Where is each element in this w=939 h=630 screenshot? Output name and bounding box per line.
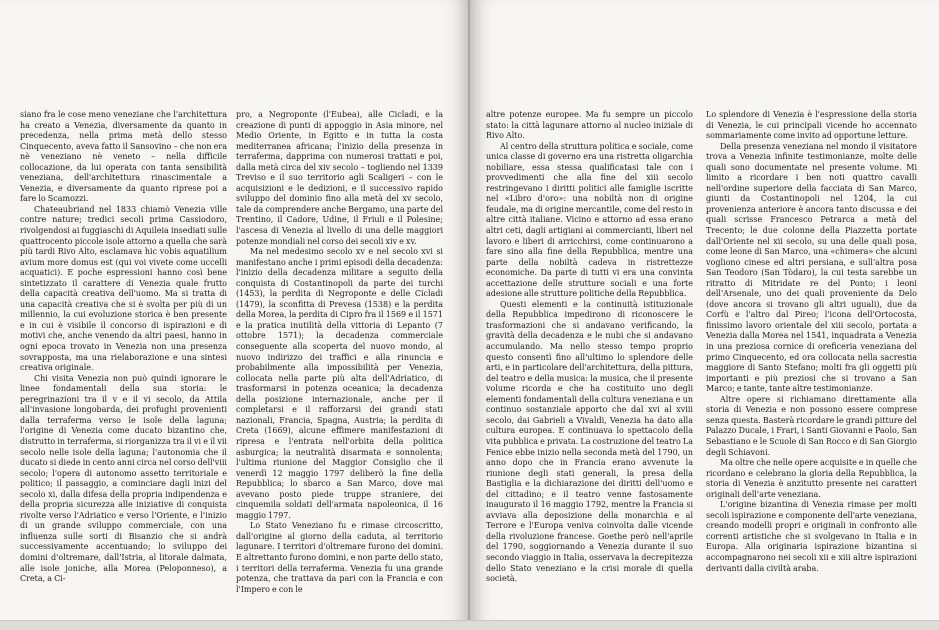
paragraph: Altre opere si richiamano direttamente alla storia di Venezia e non possono essere comprese senza questa. Basterà ricordare le grandi pitture del Palazzo Ducale, i Frari, i Santi Giovanni e Paolo, San Sebastiano e le Scuole di San Rocco e di San Giorgio degli Schiavoni. xyxy=(706,394,917,457)
paragraph: Questi elementi e la continuità istituzionale della Repubblica impedirono di riconoscere le trasformazioni che si andavano verificando, la gravità della decadenza e le nubi che si andavano accumulando. Ma nello stesso tempo proprio questo consentì fino all'ultimo lo splendore delle arti, e in particolare dell'architettura, della pittura, del teatro e della musica: la musica, che il presente volume ricorda e che ha costituito uno degli elementi fondamentali della cultura veneziana e un continuo sostanziale apporto che dal xvi al xviii secolo, dai Gabrieli a Vivaldi, Venezia ha dato alla cultura europea. E continuava lo spettacolo della vita pubblica e privata. La costruzione del teatro La Fenice ebbe inizio nella seconda metà del 1790, un anno dopo che in Francia erano avvenute la riunione degli stati generali, la presa della Bastiglia e la dichiarazione dei diritti dell'uomo e del cittadino; e il teatro venne fastosamente inaugurato il 16 maggio 1792, mentre la Francia si avviava alla deposizione della monarchia e al Terrore e l'Europa veniva coinvolta dalle vicende della rivoluzione francese. Goethe però nell'aprile del 1790, soggiornando a Venezia durante il suo secondo viaggio in Italia, osservava la decrepitezza dello Stato veneziano e la crisi morale di quella società. xyxy=(486,299,693,584)
paragraph: Lo Stato Veneziano fu e rimase circoscritto, dall'origine al giorno della caduta, al territorio lagunare. I territori d'oltremare furono dei domini. E altrettanto furono domini, e non parte dello stato, i territori della terraferma. Venezia fu una grande potenza, che trattava da pari con la Francia e con l'Impero e con le xyxy=(236,521,443,594)
text-column-1 xyxy=(20,110,227,585)
paragraph: Ma nel medesimo secolo xv e nel secolo xvi si manifestano anche i primi episodi della decadenza: l'inizio della decadenza militare a seguito della conquista di Costantinopoli da parte dei turchi (1453), la perdita di Negroponte e delle Cicladi (1479), la sconfitta di Prevesa (1538) e la perdita della Morea, la perdita di Cipro fra il 1569 e il 1571 e la pratica inutilità della vittoria di Lepanto (7 ottobre 1571); la decadenza commerciale conseguente alla scoperta del nuovo mondo, al nuovo indirizzo dei traffici e alla rinuncia e probabilmente alla impossibilità per Venezia, collocata nella parte più alta dell'Adriatico, di trasformarsi in potenza oceanica; la decadenza della posizione internazionale, anche per il completarsi e il rafforzarsi dei grandi stati nazionali, Francia, Spagna, Austria; la perdita di Creta (1669), alcune effimere manifestazioni di ripresa e l'entrata nell'orbita della politica asburgica; la neutralità disarmata e sonnolenta; l'ultima riunione del Maggior Consiglio che il venerdì 12 maggio 1797 deliberò la fine della Repubblica; lo sbarco a San Marco, dove mai avevano posto piede truppe straniere, dei cinquemila soldati dell'armata napoleonica, il 16 maggio 1797. xyxy=(236,247,443,520)
paragraph: Ma oltre che nelle opere acquisite e in quelle che ricordano e celebrano la gloria della Repubblica, la storia di Venezia è anzitutto presente nei caratteri originali dell'arte veneziana. xyxy=(706,458,917,499)
left-page xyxy=(0,0,469,629)
text-column-4 xyxy=(706,110,917,574)
text-column-2 xyxy=(236,110,443,595)
paragraph: Chi visita Venezia non può quindi ignorare le linee fondamentali della sua storia: le peregrinazioni tra il v e il vi secolo, da Attila all'invasione longobarda, dei profughi provenienti dalla terraferma verso le isole della laguna; l'origine di Venezia come ducato bizantino che, distrutto in terraferma, si riorganizza tra il vi e il vii secolo nelle isole della laguna; l'autonomia che il ducato si diede in cento anni circa nel corso dell'viii secolo; l'opera di autonomo assetto territoriale e politico; il passaggio, a cominciare dagli inizi del secolo xi, dalla difesa della propria indipendenza e della propria sicurezza alle iniziative di conquista rivolte verso l'Adriatico e verso l'Oriente, e l'inizio di un grande sviluppo commerciale, con una influenza sulle sorti di Bisanzio che si andrà successivamente accentuando; lo sviluppo dei domini d'oltremare, dall'Istria, al litorale dalmata, alle isole joniche, alla Morea (Peloponneso), a Creta, a Ci- xyxy=(20,373,227,584)
paragraph: pro, a Negroponte (l'Eubea), alle Cicladi, e la creazione di punti di appoggio in Asia minore, nel Medio Oriente, in Egitto e in tutta la costa mediterranea africana; l'inizio della presenza in terraferma, dapprima con numerosi trattati e poi, dalla metà circa del xiv secolo – togliendo nel 1339 Treviso e il suo territorio agli Scaligeri – con le acquisizioni e le dedizioni, e il successivo rapido sviluppo del dominio fino alla metà del xv secolo, tale da comprendere anche Bergamo, una parte del Trentino, il Cadore, Udine, il Friuli e il Polesine; l'ascesa di Venezia al livello di una delle maggiori potenze mondiali nel corso dei secoli xiv e xv. xyxy=(236,110,443,246)
right-page xyxy=(470,0,939,629)
paragraph: Al centro della struttura politica e sociale, come unica classe di governo era una ristretta oligarchia nobiliare, essa stessa qualificatasi tale con i provvedimenti che alla fine del xiii secolo restringevano i diritti politici alle famiglie iscritte nel «Libro d'oro»: una nobiltà non di origine feudale, ma di origine mercantile, come del resto in altre città italiane. Vicino e attorno ad essa erano altri ceti, dagli artigiani ai commercianti, liberi nel lavoro e liberi di arricchirsi, come continuarono a fare sino alla fine della Repubblica, mentre una parte della nobiltà cadeva in ristrettezze economiche. Da parte di tutti vi era una convinta accettazione delle strutture sociali e una forte adesione alle strutture politiche della Repubblica. xyxy=(486,141,693,299)
paragraph: L'origine bizantina di Venezia rimase per molti secoli ispirazione e componente dell'arte veneziana, creando modelli propri e originali in confronto alle correnti artistiche che si svolgevano in Italia e in Europa. Alla originaria ispirazione bizantina si accompagnarono nei secoli xii e xiii altre ispirazioni derivanti dalla civiltà araba. xyxy=(706,500,917,573)
paragraph: siano fra le cose meno veneziane che l'architettura ha creato a Venezia, diversamente da quanto in precedenza, nella prima metà dello stesso Cinquecento, aveva fatto il Sansovino – che non era nè veneziano nè veneto – nella difficile collocazione, da lui operata con tanta sensibilità veneziana, dell'architettura rinascimentale a Venezia, e diversamente da quanto riprese poi a fare lo Scamozzi. xyxy=(20,110,227,204)
paragraph: altre potenze europee. Ma fu sempre un piccolo stato: la città lagunare attorno al nucleo iniziale di Rivo Alto. xyxy=(486,110,693,141)
paragraph: Chateaubriand nel 1833 chiamò Venezia ville contre nature; tredici secoli prima Cassiodoro, rivolgendosi ai fuggiaschi di Aquileia insediati sulle quattrocento piccole isole attorno a quella che sarà più tardi Rivo Alto, esclamava hic vobis aquatilium avium more domus est (qui voi vivete come uccelli acquatici). E poche espressioni hanno così bene sintetizzato il carattere di Venezia quale frutto della capacità creativa dell'uomo. Ma si tratta di una capacità creativa che si è svolta per più di un millennio, la cui evoluzione storica è ben presente e in cui è visibile il concorso di ispirazioni e di motivi che, anche venendo da altri paesi, hanno in ogni epoca trovato in Venezia non una presenza sovrapposta, ma una rielaborazione e una sintesi creativa originale. xyxy=(20,204,227,373)
paragraph: Lo splendore di Venezia è l'espressione della storia di Venezia, le cui principali vicende ho accennato sommariamente come invito ad opportune letture. xyxy=(706,110,917,141)
paragraph: Della presenza veneziana nel mondo il visitatore trova a Venezia infinite testimonianze, molte delle quali sono documentate nel presente volume. Mi limito a ricordare i ben noti quattro cavalli nell'ordine superiore della facciata di San Marco, giunti da Costantinopoli nel 1204, la cui provenienza anteriore è ancora tanto discussa e dei quali scrisse Francesco Petrarca a metà del Trecento; le due colonne della Piazzetta portate dall'Oriente nel xii secolo, su una delle quali posa, come leone di San Marco, una «chimera» che alcuni vogliono cinese ed altri persiana, e sull'altra posa San Teodoro (San Tòdaro), la cui testa sarebbe un ritratto di Mitridate re del Ponto; i leoni dell'Arsenale, uno dei quali proveniente da Delo (dove ancora si trovano gli altri uguali), due da Corfù e l'altro dal Pireo; l'icona dell'Ortocosta, finissimo lavoro orientale del xiii secolo, portata a Venezia dalla Morea nel 1541, inquadrata a Venezia in una preziosa cornice di oreficeria veneziana del primo Cinquecento, ed ora collocata nella sacrestia maggiore di Santo Stefano; molti fra gli oggetti più importanti e più preziosi che si trovano a San Marco; e tante, tante altre testimonianze. xyxy=(706,141,917,394)
text-column-3 xyxy=(486,110,693,585)
